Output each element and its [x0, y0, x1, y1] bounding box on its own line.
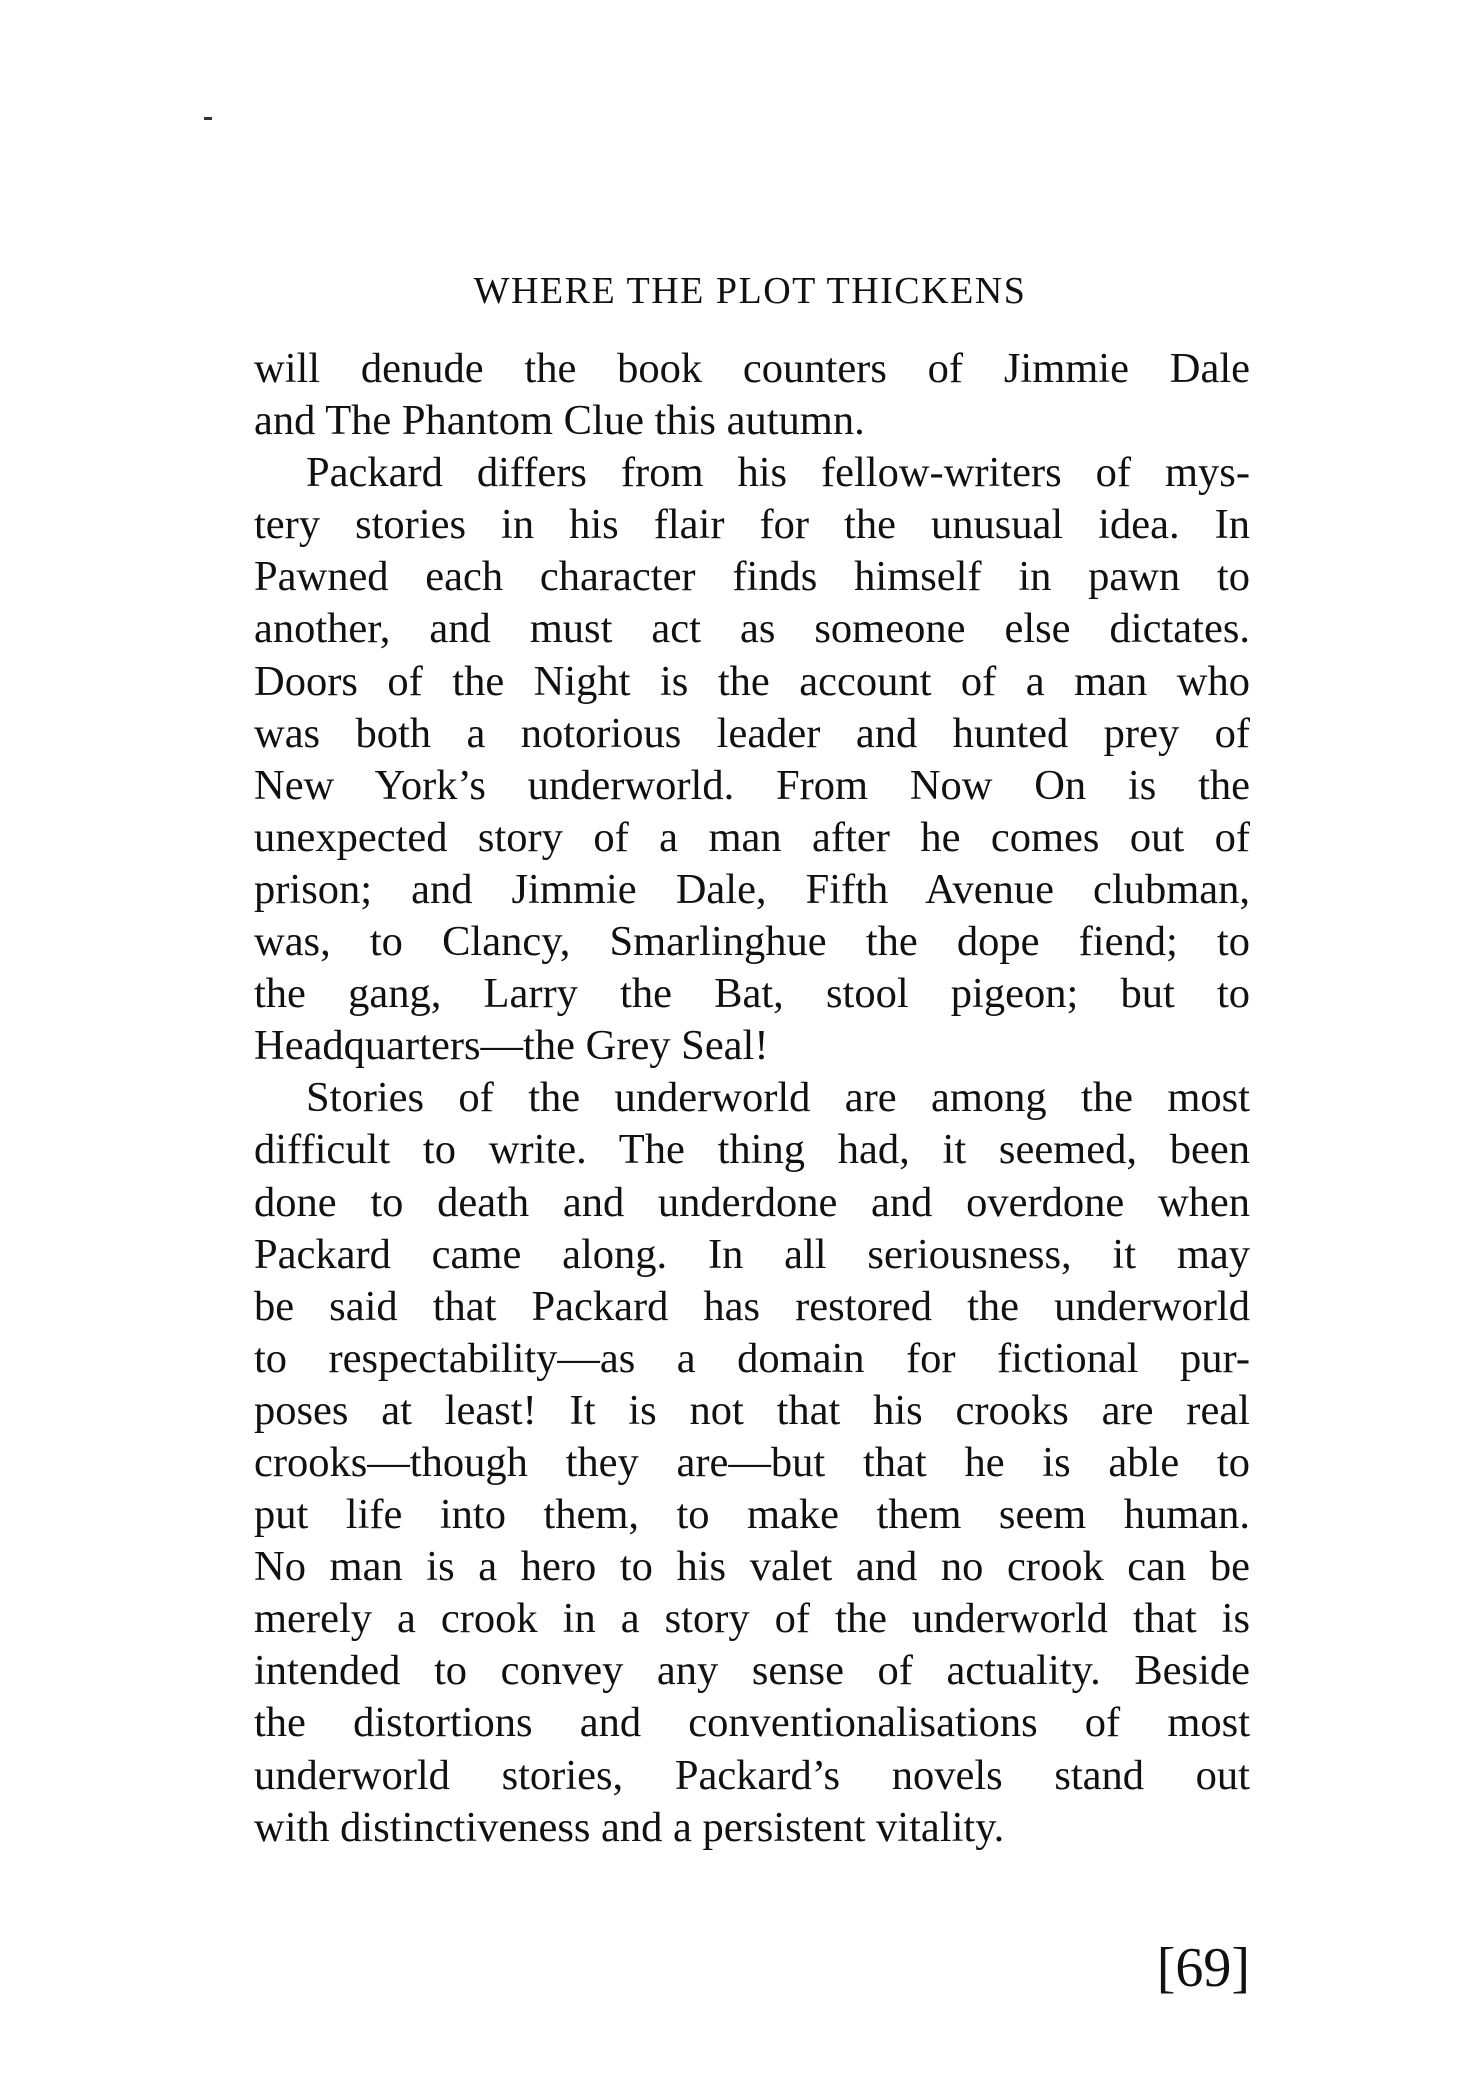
text-line: merely a crook in a story of the underworld that is: [254, 1595, 1250, 1643]
text-line: with distinctiveness and a persistent vitality.: [254, 1803, 1005, 1851]
text-line: be said that Packard has restored the underworld: [254, 1282, 1250, 1330]
text-line: Headquarters—the Grey Seal!: [254, 1022, 769, 1070]
text-line: tery stories in his flair for the unusual idea. In: [254, 501, 1250, 549]
text-line: put life into them, to make them seem human.: [254, 1491, 1250, 1539]
text-line: No man is a hero to his valet and no crook can be: [254, 1543, 1250, 1591]
text-line: unexpected story of a man after he comes out of: [254, 813, 1250, 861]
text-line: crooks—though they are—but that he is able to: [254, 1438, 1250, 1486]
text-line: Stories of the underworld are among the most: [306, 1074, 1250, 1122]
text-line: will denude the book counters of Jimmie Dale: [254, 345, 1250, 392]
text-line: prison; and Jimmie Dale, Fifth Avenue clubman,: [254, 865, 1250, 913]
text-line: the distortions and conventionalisations of most: [254, 1699, 1250, 1747]
text-line: Packard came along. In all seriousness, it may: [254, 1230, 1250, 1278]
text-line: Packard differs from his fellow-writers of mys-: [306, 449, 1250, 497]
text-line: was, to Clancy, Smarlinghue the dope fiend; to: [254, 918, 1250, 966]
text-line: difficult to write. The thing had, it seemed, been: [254, 1126, 1250, 1174]
body-text: [254, 343, 1250, 1854]
text-line: another, and must act as someone else dictates.: [254, 605, 1250, 653]
text-line: Pawned each character finds himself in pawn to: [254, 553, 1250, 601]
text-line: and The Phantom Clue this autumn.: [254, 397, 865, 445]
text-line: to respectability—as a domain for fictional pur-: [254, 1334, 1250, 1382]
text-line: New York’s underworld. From Now On is the: [254, 761, 1250, 809]
running-head: WHERE THE PLOT THICKENS: [473, 270, 1027, 312]
page-number: [69]: [1156, 1937, 1250, 1999]
text-line: underworld stories, Packard’s novels stand out: [254, 1751, 1250, 1799]
text-line: the gang, Larry the Bat, stool pigeon; but to: [254, 970, 1250, 1018]
text-line: intended to convey any sense of actuality. Beside: [254, 1647, 1250, 1695]
text-line: was both a notorious leader and hunted prey of: [254, 709, 1250, 757]
text-line: Doors of the Night is the account of a man who: [254, 657, 1250, 705]
ink-speck: [204, 117, 212, 120]
text-line: poses at least! It is not that his crooks are real: [254, 1386, 1250, 1434]
text-line: done to death and underdone and overdone when: [254, 1178, 1250, 1226]
